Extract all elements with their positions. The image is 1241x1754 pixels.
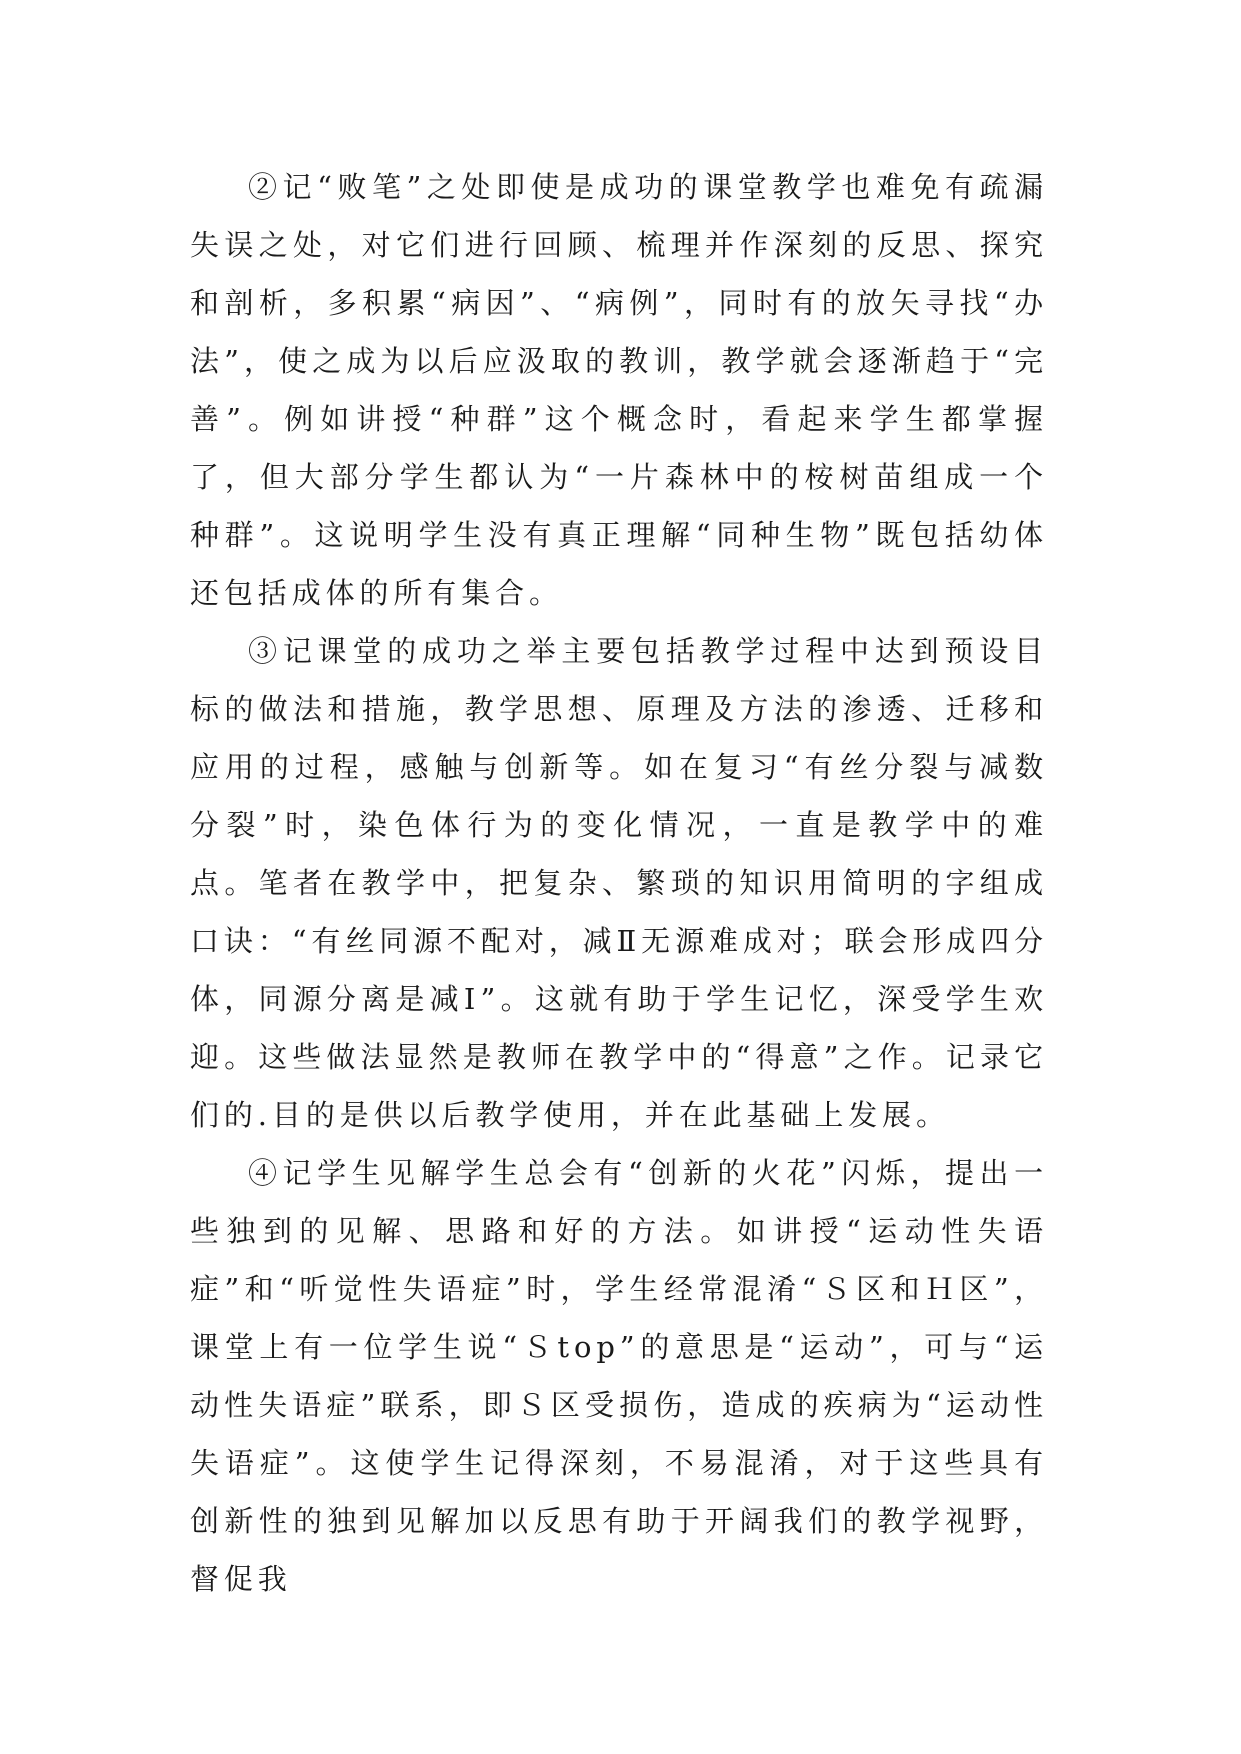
paragraph-successes: ③记课堂的成功之举主要包括教学过程中达到预设目标的做法和措施，教学思想、原理及方法的渗透、迁移和应用的过程，感触与创新等。如在复习“有丝分裂与减数分裂”时，染色体行为的变化情况，一直是教学中的难点。笔者在教学中，把复杂、繁琐的知识用简明的字组成口诀：“有丝同源不配对，减Ⅱ无源难成对；联会形成四分体，同源分离是减Ⅰ”。这就有助于学生记忆，深受学生欢迎。这些做法显然是教师在教学中的“得意”之作。记录它们的.目的是供以后教学使用，并在此基础上发展。 [190, 634, 1049, 1132]
paragraph-student-insights: ④记学生见解学生总会有“创新的火花”闪烁，提出一些独到的见解、思路和好的方法。如讲授“运动性失语症”和“听觉性失语症”时，学生经常混淆“Ｓ区和Ｈ区”，课堂上有一位学生说“Ｓtop”的意思是“运动”，可与“运动性失语症”联系，即Ｓ区受损伤，造成的疾病为“运动性失语症”。这使学生记得深刻，不易混淆，对于这些具有创新性的独到见解加以反思有助于开阔我们的教学视野，督促我 [190, 1156, 1048, 1596]
paragraph-failures: ②记“败笔”之处即使是成功的课堂教学也难免有疏漏失误之处，对它们进行回顾、梳理并作深刻的反思、探究和剖析，多积累“病因”、“病例”，同时有的放矢寻找“办法”，使之成为以后应汲取的教训，教学就会逐渐趋于“完善”。例如讲授“种群”这个概念时，看起来学生都掌握了，但大部分学生都认为“一片森林中的桉树苗组成一个种群”。这说明学生没有真正理解“同种生物”既包括幼体还包括成体的所有集合。 [190, 170, 1048, 610]
document-body [190, 158, 1048, 1608]
